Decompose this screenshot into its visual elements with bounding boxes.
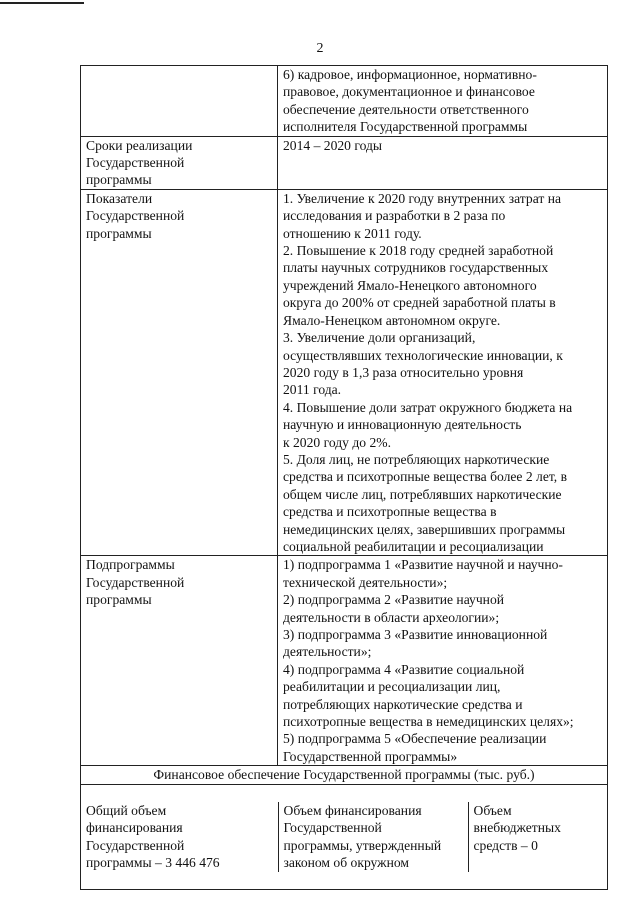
financing-extrabudget: Объем внебюджетных средств – 0 bbox=[473, 803, 561, 853]
row-label: Показатели Государственной программы bbox=[81, 189, 278, 556]
financing-row bbox=[81, 784, 608, 889]
financing-header: Финансовое обеспечение Государственной программы (тыс. руб.) bbox=[81, 766, 608, 784]
page-number: 2 bbox=[316, 41, 324, 56]
row-label bbox=[81, 66, 278, 137]
financing-total: Общий объем финансирования Государственной программы – 3 446 476 bbox=[81, 802, 278, 872]
row-value: 1) подпрограмма 1 «Развитие научной и научно- технической деятельности»; 2) подпрограмма 2 «Развитие научной деятельности в области археологии»; 3) подпрограмма 3 «Развитие инновационной деятельности»; 4) подпрограмма 4 «Развитие социальной реабилитации и ресоциализации лиц, потребляющих наркотические средства и психотропные вещества в немедицинских целях»; 5) подпрограмма 5 «Обеспечение реализации Государственной программы» bbox=[278, 556, 608, 766]
table-row bbox=[81, 189, 608, 556]
row-label: Подпрограммы Государственной программы bbox=[81, 556, 278, 766]
passport-table bbox=[80, 65, 608, 890]
financing-cell bbox=[81, 784, 608, 889]
row-value: 2014 – 2020 годы bbox=[278, 136, 608, 189]
row-label: Сроки реализации Государственной программы bbox=[81, 136, 278, 189]
row-value: 6) кадровое, информационное, нормативно- правовое, документационное и финансовое обеспечение деятельности ответственного исполнителя Государственной программы bbox=[278, 66, 608, 137]
table-row bbox=[81, 66, 608, 137]
financing-table bbox=[81, 802, 608, 872]
table-row bbox=[81, 556, 608, 766]
financing-values-row bbox=[81, 802, 608, 872]
financing-approved: Объем финансирования Государственной программы, утвержденный законом об окружном bbox=[278, 802, 468, 872]
corner-rule bbox=[0, 2, 84, 4]
financing-header-row bbox=[81, 766, 608, 784]
table-row bbox=[81, 136, 608, 189]
row-value: 1. Увеличение к 2020 году внутренних затрат на исследования и разработки в 2 раза по отношению к 2011 году. 2. Повышение к 2018 году средней заработной платы научных сотрудников государственных учреждений Ямало-Ненецкого автономного округа до 200% от средней заработной платы в Ямало-Ненецком автономном округе. 3. Увеличение доли организаций, осуществлявших технологические инновации, к 2020 году в 1,3 раза относительно уровня 2011 года. 4. Повышение доли затрат окружного бюджета на научную и инновационную деятельность к 2020 году до 2%. 5. Доля лиц, не потребляющих наркотические средства и психотропные вещества более 2 лет, в общем числе лиц, потреблявших наркотические средства и психотропные вещества в немедицинских целях, завершивших программы социальной реабилитации и ресоциализации bbox=[278, 189, 608, 556]
